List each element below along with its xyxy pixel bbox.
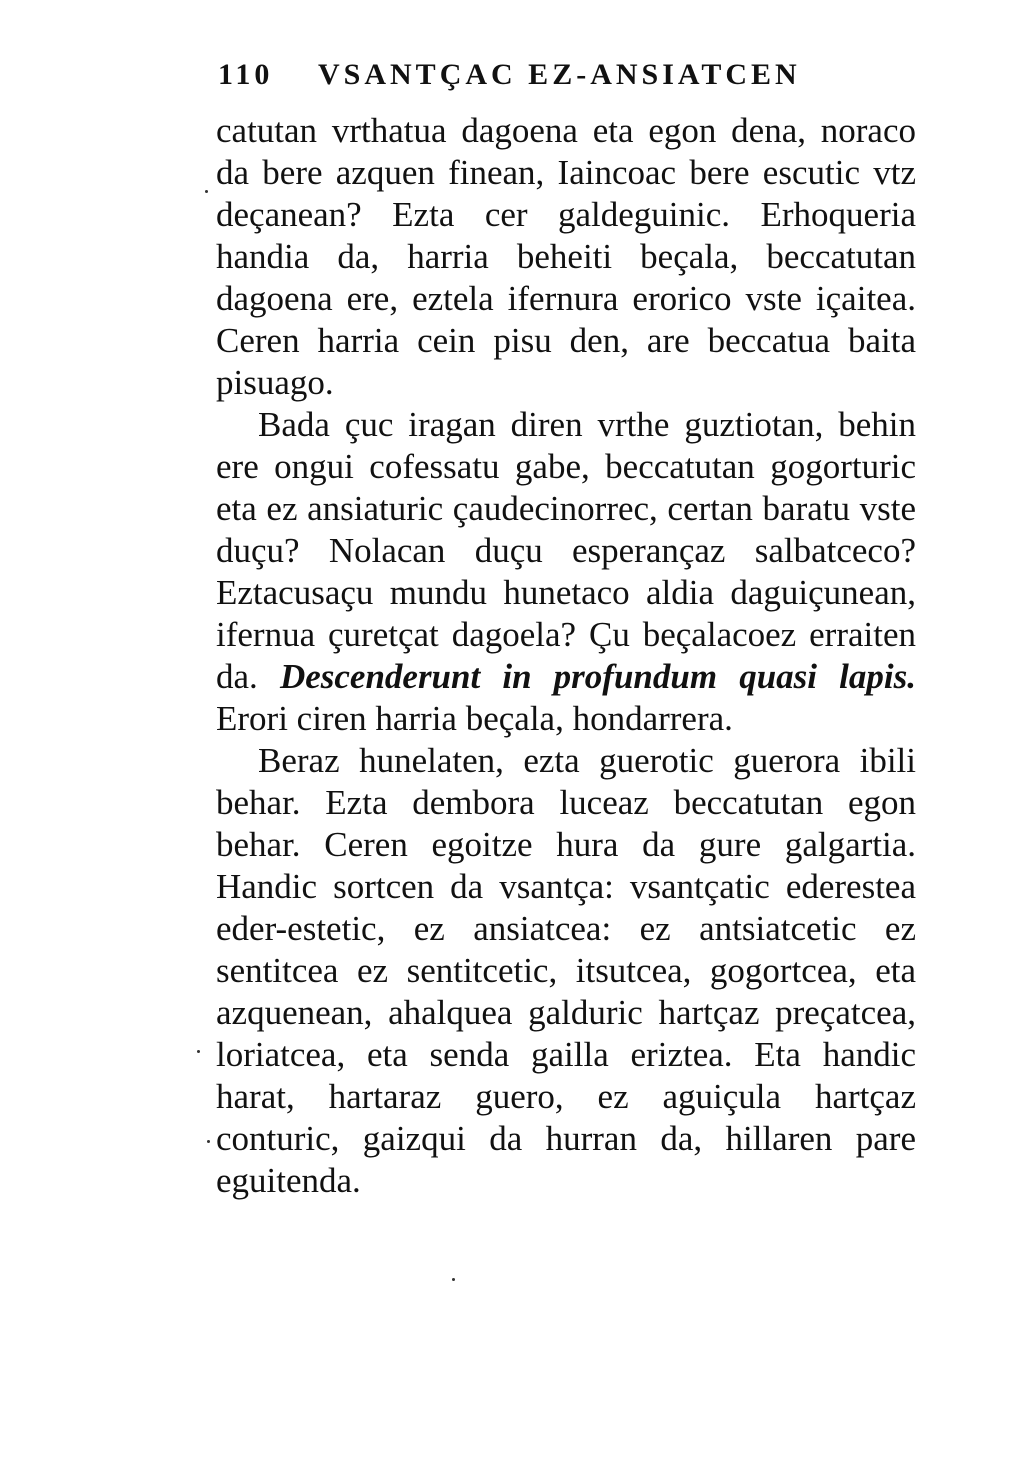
paragraph-2 <box>216 404 916 740</box>
running-head <box>218 58 918 98</box>
running-head-title: VSANTÇAC EZ-ANSIATCEN <box>318 58 801 91</box>
latin-quotation: Descenderunt in profundum quasi lapis. <box>279 657 916 696</box>
ink-speck <box>452 1278 455 1281</box>
ink-speck <box>197 1050 200 1053</box>
ink-speck <box>207 1140 210 1143</box>
paragraph-2-text-after: Erori ciren harria beçala, hondarrera. <box>216 699 733 738</box>
page-number: 110 <box>218 58 274 91</box>
paragraph-3: Beraz hunelaten, ezta guerotic guerora ibili behar. Ezta dembora luceaz beccatutan egon behar. Ceren egoitze hura da gure galgartia. Handic sortcen da vsantça: vsantçatic ederestea eder-estetic, ez ansiatcea: ez antsiatcetic ez sentitcea ez sentitcetic, itsutcea, gogortcea, eta azquenean, ahalquea galduric hartçaz preçatcea, loriatcea, eta senda gailla eriztea. Eta handic harat, hartaraz guero, ez aguiçula hartçaz conturic, gaizqui da hurran da, hillaren pare eguitenda. <box>216 741 916 1200</box>
body-text <box>216 110 916 1202</box>
ink-speck <box>205 190 208 193</box>
paragraph-2-text-before: Bada çuc iragan diren vrthe guztiotan, behin ere ongui cofessatu gabe, beccatutan gogorturic eta ez ansiaturic çaudecinorrec, certan baratu vste duçu? Nolacan duçu esperançaz salbatceco? Eztacusaçu mundu hunetaco aldia daguiçunean, ifernua çuretçat dagoela? Çu beçalacoez erraiten da. <box>216 405 916 696</box>
paragraph-1: catutan vrthatua dagoena eta egon dena, noraco da bere azquen finean, Iaincoac bere escutic vtz deçanean? Ezta cer galdeguinic. Erhoqueria handia da, harria beheiti beçala, beccatutan dagoena ere, eztela ifernura erorico vste içaitea. Ceren harria cein pisu den, are beccatua baita pisuago. <box>216 111 916 402</box>
